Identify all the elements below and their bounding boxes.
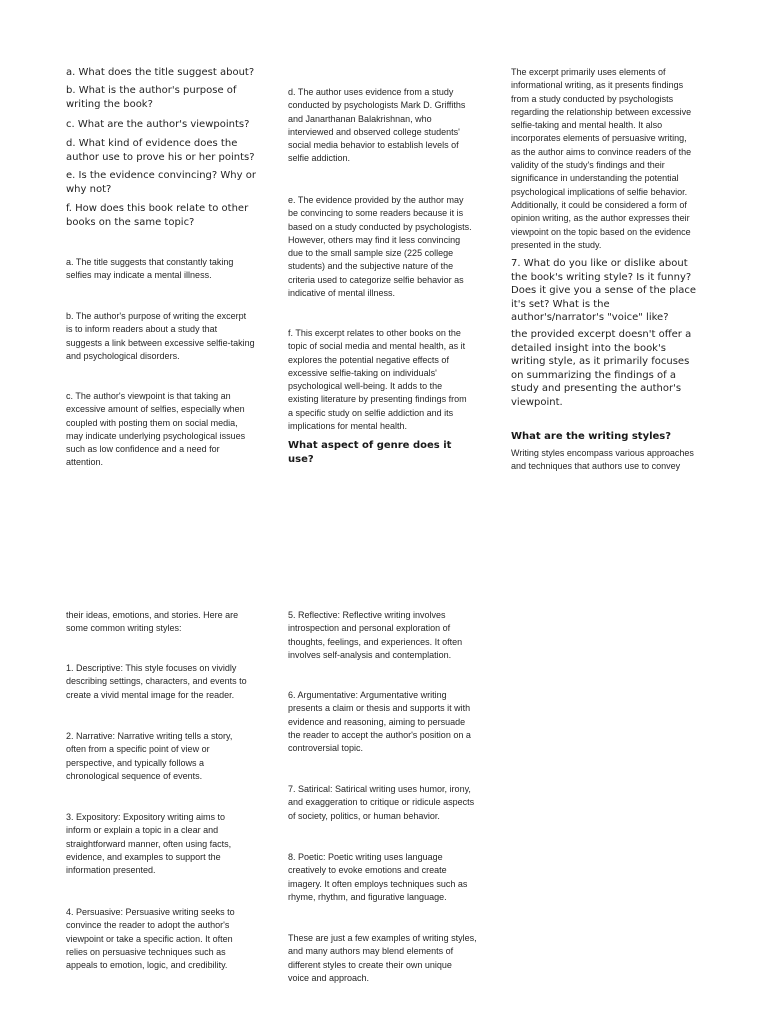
question-c: c. What are the author's viewpoints? <box>66 119 250 130</box>
genre-answer: The excerpt primarily uses elements of informational writing, as it presents findings from a study conducted by psychologists regarding the relationship between excessive selfie-taking and mental health. It also incorporates elements of persuasive writing, as the author aims to convince readers of the validity of the study's findings and their significance in understanding the potential psychological implications of selfie behavior. Additionally, it could be considered a form of opinion writing, as the author expresses their viewpoint on the topic based on the evidence presented in the study. <box>511 67 692 250</box>
style-reflective: 5. Reflective: Reflective writing involves introspection and personal exploration of thoughts, feelings, and experiences. It often involves self-analysis and contemplation. <box>288 610 463 660</box>
style-persuasive: 4. Persuasive: Persuasive writing seeks to convince the reader to adopt the author's viewpoint or take a specific action. It often relies on persuasive techniques such as appeals to emotion, logic, and credibility. <box>66 907 235 971</box>
answer-b: b. The author's purpose of writing the excerpt is to inform readers about a study that suggests a link between excessive selfie-taking and psychological disorders. <box>66 311 255 361</box>
genre-heading: What aspect of genre does it use? <box>288 440 452 465</box>
style-poetic: 8. Poetic: Poetic writing uses language creatively to evoke emotions and create imagery. It often employs techniques such as rhyme, rhythm, and figurative language. <box>288 852 468 902</box>
style-argumentative: 6. Argumentative: Argumentative writing presents a claim or thesis and supports it with evidence and reasoning, aiming to persuade the reader to accept the author's position on a controversial topic. <box>288 690 471 754</box>
question-7: 7. What do you like or dislike about the book's writing style? Is it funny? Does it give you a sense of the place it's set? What is the author's/narrator's "voice" like? <box>511 258 697 323</box>
writing-styles-intro: Writing styles encompass various approaches and techniques that authors use to convey <box>511 448 694 472</box>
question-7-answer: the provided excerpt doesn't offer a detailed insight into the book's writing style, as it primarily focuses on summarizing the findings of a study and presenting the author's viewpoint. <box>511 329 692 408</box>
styles-conclusion: These are just a few examples of writing styles, and many authors may blend elements of different styles to create their own unique voice and approach. <box>288 933 477 983</box>
answer-a: a. The title suggests that constantly taking selfies may indicate a mental illness. <box>66 257 234 281</box>
writing-styles-heading: What are the writing styles? <box>511 431 672 442</box>
question-f: f. How does this book relate to other books on the same topic? <box>66 203 249 228</box>
question-e: e. Is the evidence convincing? Why or why not? <box>66 170 256 195</box>
question-a: a. What does the title suggest about? <box>66 67 255 78</box>
answer-f: f. This excerpt relates to other books on the topic of social media and mental health, as it explores the potential negative effects of excessive selfie-taking on individuals' psychological well-being. It adds to the existing literature by presenting findings from a specific study on selfie addiction and its implications for mental health. <box>288 328 467 432</box>
answer-d: d. The author uses evidence from a study conducted by psychologists Mark D. Griffiths and Janarthanan Balakrishnan, who interviewed and observed college students' social media behavior to establish levels of selfie addiction. <box>288 87 466 164</box>
answer-e: e. The evidence provided by the author may be convincing to some readers because it is based on a study conducted by psychologists. However, others may find it less convincing due to the small sample size (225 college students) and the subjective nature of the criteria used to categorize selfie behavior as indicative of mental illness. <box>288 195 472 299</box>
answer-c: c. The author's viewpoint is that taking an excessive amount of selfies, especially when coupled with posting them on social media, may indicate underlying psychological issues such as low confidence and a need for attention. <box>66 391 246 468</box>
question-b: b. What is the author's purpose of writing the book? <box>66 85 237 110</box>
style-expository: 3. Expository: Expository writing aims to inform or explain a topic in a clear and straightforward manner, often using facts, evidence, and examples to support the information presented. <box>66 812 232 876</box>
question-d: d. What kind of evidence does the author use to prove his or her points? <box>66 138 255 163</box>
style-narrative: 2. Narrative: Narrative writing tells a story, often from a specific point of view or perspective, and typically follows a chronological sequence of events. <box>66 731 233 781</box>
style-satirical: 7. Satirical: Satirical writing uses humor, irony, and exaggeration to critique or ridicule aspects of society, politics, or human behavior. <box>288 784 475 821</box>
styles-intro-continued: their ideas, emotions, and stories. Here are some common writing styles: <box>66 610 239 634</box>
style-descriptive: 1. Descriptive: This style focuses on vividly describing settings, characters, and events to create a vivid mental image for the reader. <box>66 663 247 700</box>
